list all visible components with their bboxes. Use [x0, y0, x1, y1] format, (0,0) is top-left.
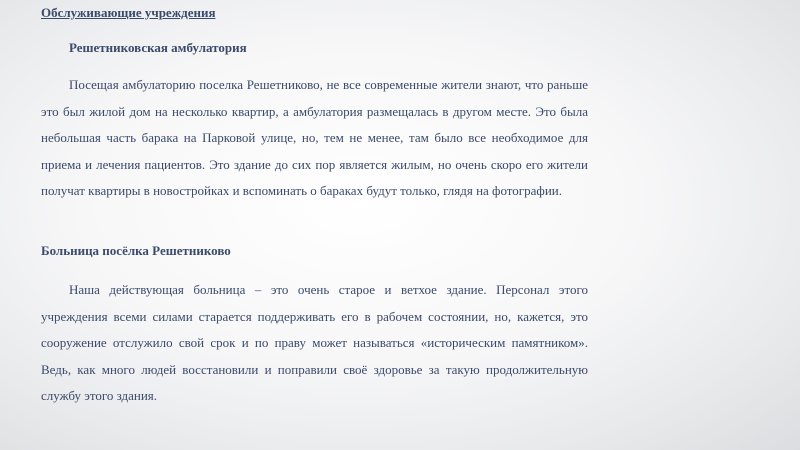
section-heading: Обслуживающие учреждения: [41, 5, 216, 20]
paragraph-ambulatory: Посещая амбулаторию поселка Решетниково, не все современные жители знают, что раньше это был жилой дом на несколько квартир, а амбулатория размещалась в другом месте. Это была небольшая часть барака на Парковой улице, но, тем не менее, там было все необходимое для приема и лечения пациентов. Это здание до сих пор является жилым, но очень скоро его жители получат квартиры в новостройках и вспоминать о бараках будут только, глядя на фотографии.: [41, 77, 588, 199]
subheading-ambulatory: Решетниковская амбулатория: [69, 40, 247, 55]
heading-hospital: Больница посёлка Решетниково: [41, 243, 231, 258]
paragraph-hospital: Наша действующая больница – это очень старое и ветхое здание. Персонал этого учреждения всеми силами старается поддерживать его в рабочем состоянии, но, кажется, это сооружение отслужило свой срок и по праву может называться «историческим памятником». Ведь, как много людей восстановили и поправили своё здоровье за такую продолжительную службу этого здания.: [41, 282, 588, 404]
